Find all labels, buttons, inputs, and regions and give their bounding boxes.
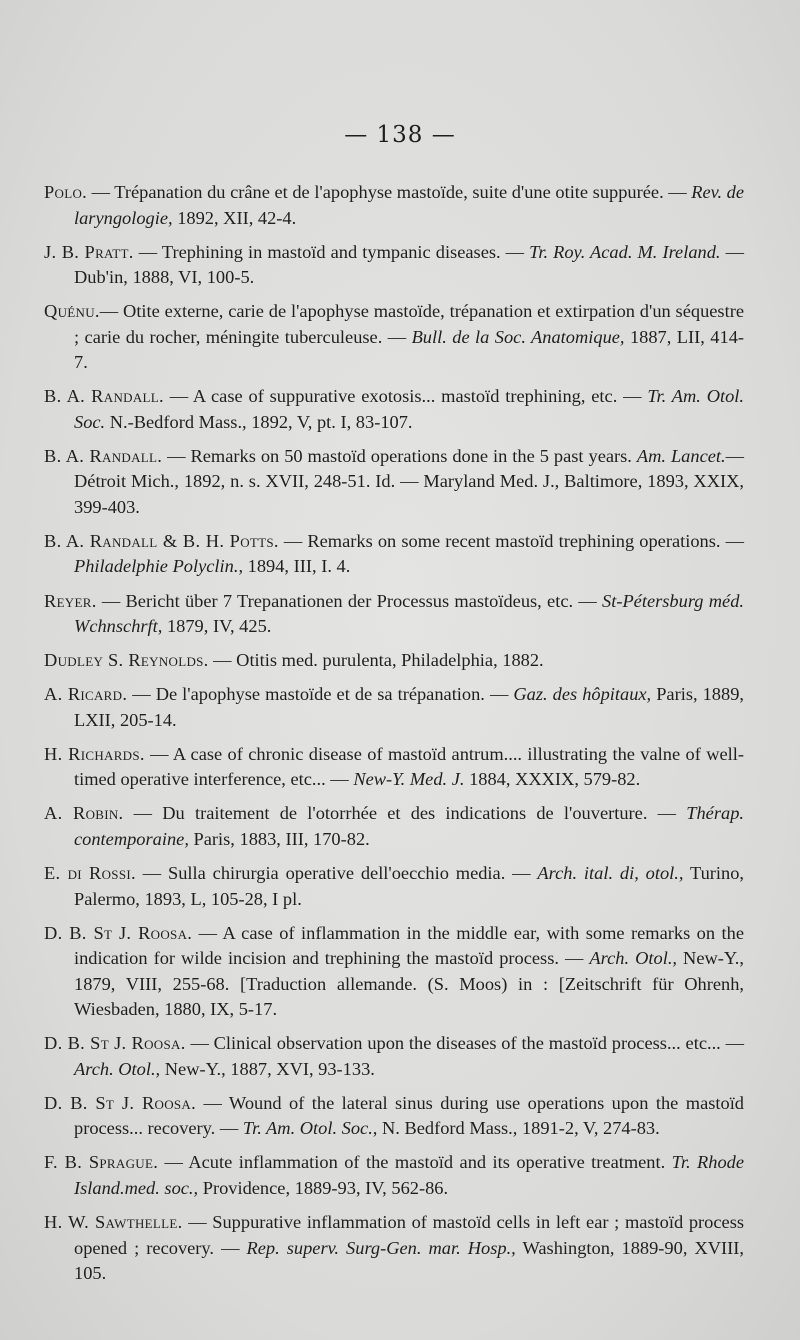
bibliography-entry — [44, 589, 744, 640]
entry-journal: Philadelphie Polyclin., — [74, 556, 244, 577]
entry-journal: Arch. Otol., — [589, 948, 678, 969]
entry-title: — Du traitement de l'otorrhée et des indications de l'ouverture. — — [123, 803, 687, 824]
entry-publication-details: Paris, 1883, III, 170-82. — [188, 828, 370, 849]
entry-title: — Clinical observation upon the diseases of the mastoïd process... etc... — — [185, 1033, 744, 1054]
entry-publication-details: New-Y., 1879, VIII, 255-68. [Traduction allemande. (S. Moos) in : [Zeitschrift für Ohrenh, Wiesbaden, 1880, IX, 5-17. — [74, 948, 745, 1020]
entry-title: — Wound of the lateral sinus during use operations upon the mastoïd process... recovery. — — [74, 1092, 745, 1139]
bibliography-entry — [44, 1031, 744, 1082]
entry-publication-details: 1894, III, I. 4. — [243, 556, 351, 577]
bibliography-entry — [44, 180, 744, 231]
entry-journal: St-Pétersburg méd. Wchnschrft, — [74, 590, 744, 637]
bibliography-entry — [44, 682, 744, 733]
entry-author: F. B. Sprague. — [44, 1152, 159, 1173]
entry-author: A. Robin. — [44, 803, 124, 824]
entry-title: — Otite externe, carie de l'apophyse mastoïde, trépanation et extirpation d'un séquestre ; carie du rocher, méningite tuberculeuse. — — [74, 301, 744, 347]
entry-author: Polo. — [44, 182, 88, 202]
entry-journal: New-Y. Med. J. — [353, 769, 465, 790]
entry-journal: Rev. de laryngologie, — [74, 182, 744, 228]
entry-author: B. A. Randall. — [44, 445, 163, 466]
entry-author: D. B. St J. Roosa. — [44, 922, 193, 943]
entry-publication-details: — Dub'in, 1888, VI, 100-5. — [74, 241, 744, 288]
entry-publication-details: 1887, LII, 414-7. — [74, 326, 745, 373]
entry-title: — Remarks on 50 mastoïd operations done in the 5 past years. — [162, 445, 637, 466]
entry-publication-details: N.-Bedford Mass., 1892, V, pt. I, 83-107. — [105, 411, 413, 432]
entry-title: — Trephining in mastoïd and tympanic diseases. — — [133, 241, 530, 262]
entry-publication-details: 1879, IV, 425. — [162, 616, 272, 637]
entry-journal: Rep. superv. Surg-Gen. mar. Hosp., — [246, 1237, 516, 1258]
entry-title: — Acute inflammation of the mastoïd and its operative treatment. — [158, 1152, 672, 1173]
entry-publication-details: 1884, XXXIX, 579-82. — [464, 769, 641, 790]
entry-publication-details: Turino, Palermo, 1893, L, 105-28, I pl. — [74, 863, 744, 909]
entry-author: H. W. Sawthelle. — [44, 1212, 183, 1232]
entry-author: Quénu. — [44, 301, 100, 322]
entry-journal: Tr. Am. Otol. Soc. — [74, 386, 745, 432]
entry-title: — A case of inflammation in the middle ear, with some remarks on the indication for wilde incision and trephining the mastoïd process. — — [74, 922, 744, 969]
bibliography-list — [44, 180, 744, 1295]
bibliography-entry — [44, 648, 744, 674]
entry-title: — A case of chronic disease of mastoïd antrum.... illustrating the valne of well-timed operative interference, etc... — — [74, 743, 744, 790]
entry-journal: Gaz. des hôpitaux, — [513, 684, 652, 705]
entry-title: — Otitis med. purulenta, Philadelphia, 1882. — [208, 650, 544, 671]
entry-journal: Arch. Otol., — [74, 1058, 161, 1079]
entry-publication-details: Providence, 1889-93, IV, 562-86. — [198, 1177, 449, 1198]
entry-author: B. A. Randall. — [44, 386, 164, 407]
entry-journal: Thérap. contemporaine, — [74, 803, 744, 849]
bibliography-entry — [44, 742, 744, 793]
bibliography-entry — [44, 1091, 744, 1142]
entry-publication-details: Paris, 1889, LXII, 205-14. — [74, 684, 744, 730]
entry-title: — Bericht über 7 Trepanationen der Processus mastoïdeus, etc. — — [96, 590, 603, 611]
entry-title: — Remarks on some recent mastoïd trephining operations. — — [278, 530, 744, 551]
entry-author: Reyer. — [44, 590, 97, 611]
entry-title: — A case of suppurative exotosis... mastoïd trephining, etc. — — [163, 386, 648, 407]
entry-title: — De l'apophyse mastoïde et de sa trépanation. — — [127, 684, 514, 705]
bibliography-entry — [44, 240, 744, 291]
entry-journal: Tr. Am. Otol. Soc., — [242, 1118, 378, 1139]
page-number: — 138 — — [344, 122, 456, 148]
bibliography-entry — [44, 299, 744, 376]
bibliography-entry — [44, 1150, 744, 1201]
bibliography-entry — [44, 861, 744, 912]
entry-title: — Suppurative inflammation of mastoïd cells in left ear ; mastoïd process opened ; recovery. — — [74, 1212, 745, 1258]
bibliography-entry — [44, 529, 744, 580]
entry-publication-details: — Détroit Mich., 1892, n. s. XVII, 248-51. Id. — Maryland Med. J., Baltimore, 1893, XXIX, 399-403. — [74, 445, 744, 517]
bibliography-entry — [44, 921, 744, 1023]
entry-title: — Sulla chirurgia operative dell'oecchio media. — — [135, 863, 538, 884]
entry-title: — Trépanation du crâne et de l'apophyse mastoïde, suite d'une otite suppurée. — — [87, 182, 692, 202]
entry-publication-details: New-Y., 1887, XVI, 93-133. — [160, 1058, 375, 1079]
bibliography-entry — [44, 1210, 744, 1287]
entry-author: H. Richards. — [44, 743, 145, 764]
entry-author: Dudley S. Reynolds. — [44, 650, 209, 671]
entry-publication-details: 1892, XII, 42-4. — [172, 207, 297, 228]
entry-author: E. di Rossi. — [44, 863, 136, 884]
entry-author: A. Ricard. — [44, 684, 128, 705]
entry-publication-details: Washington, 1889-90, XVIII, 105. — [74, 1237, 744, 1283]
entry-journal: Tr. Rhode Island.med. soc., — [74, 1152, 744, 1198]
entry-publication-details: N. Bedford Mass., 1891-2, V, 274-83. — [377, 1118, 660, 1139]
entry-author: D. B. St J. Roosa. — [44, 1033, 186, 1054]
entry-journal: Bull. de la Soc. Anatomique, — [411, 326, 625, 347]
entry-journal: Arch. ital. di, otol., — [537, 863, 684, 884]
bibliography-entry — [44, 384, 744, 435]
entry-author: J. B. Pratt. — [44, 241, 134, 262]
entry-journal: Am. Lancet. — [636, 445, 726, 466]
entry-journal: Tr. Roy. Acad. M. Ireland. — [529, 241, 721, 262]
entry-author: B. A. Randall & B. H. Potts. — [44, 530, 279, 551]
bibliography-entry — [44, 444, 744, 521]
entry-author: D. B. St J. Roosa. — [44, 1092, 197, 1113]
bibliography-entry — [44, 801, 744, 852]
